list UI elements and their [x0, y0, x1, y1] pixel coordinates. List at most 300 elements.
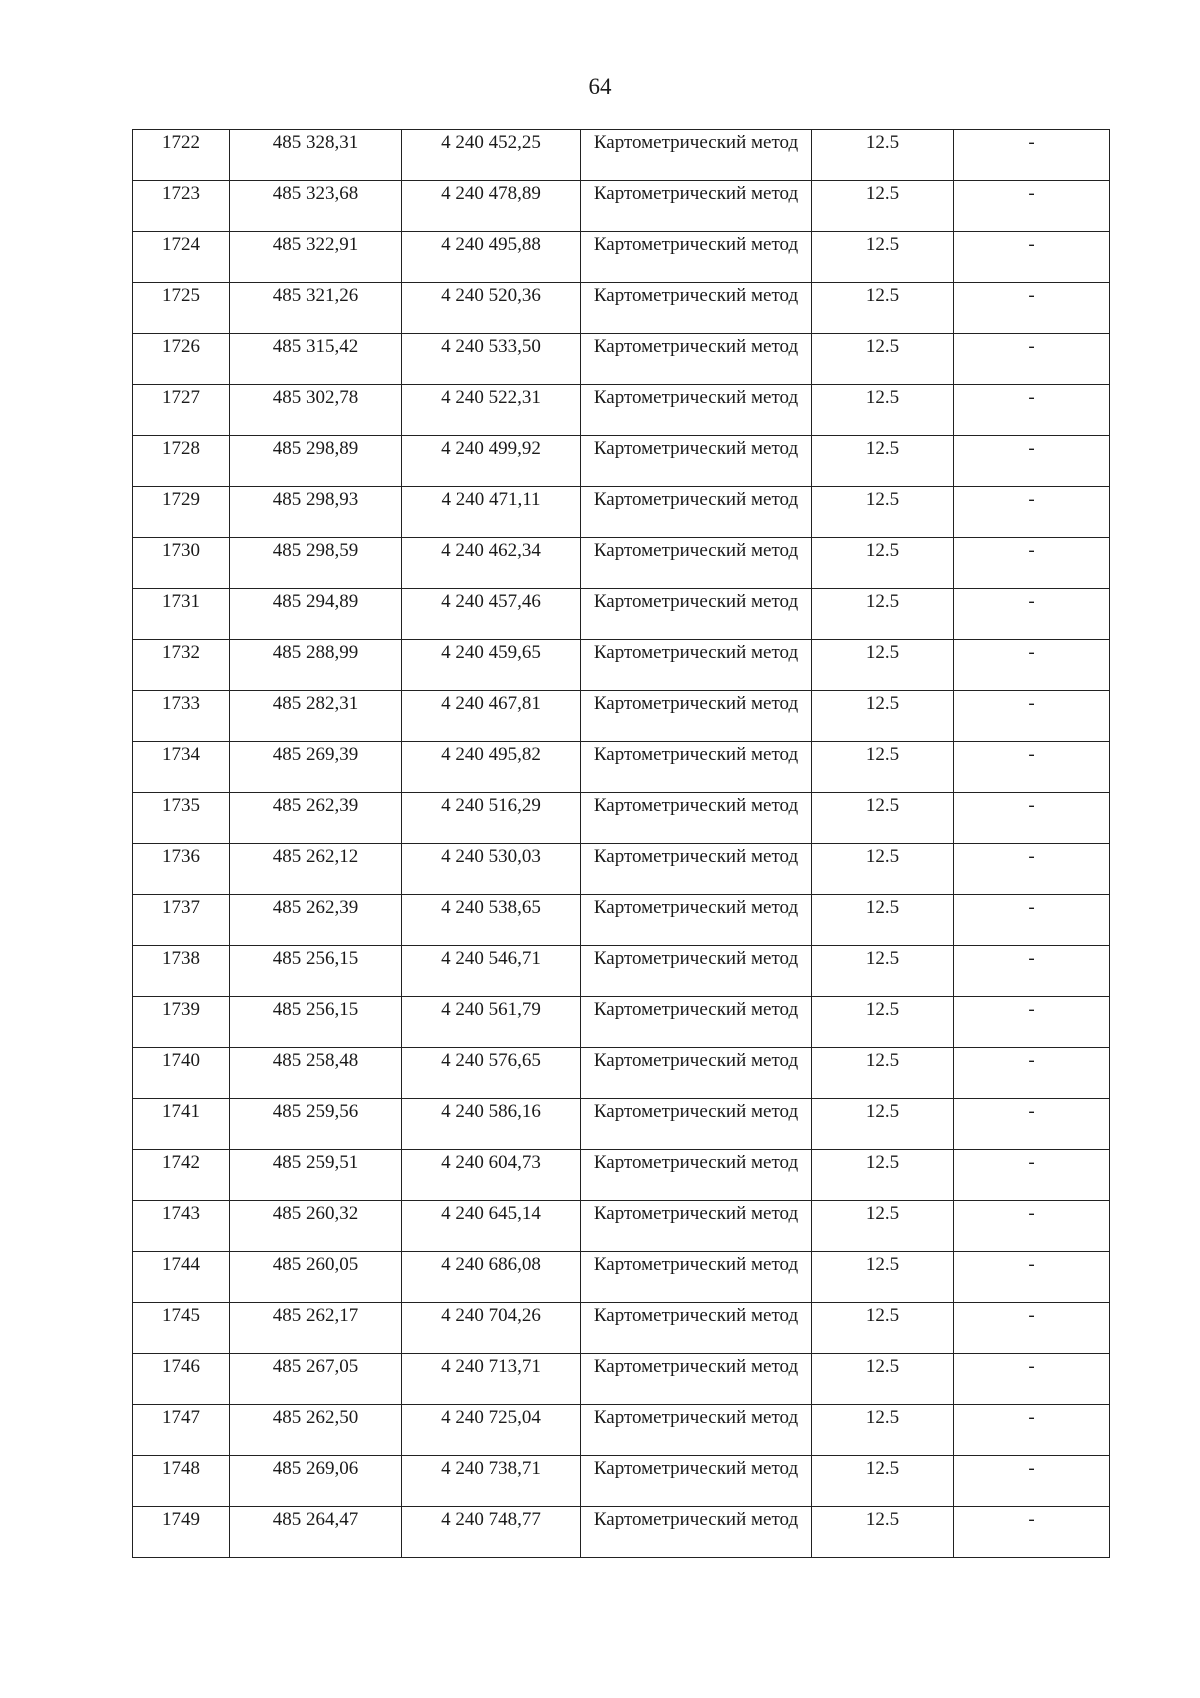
precision-cell-text: 12.5 [865, 744, 900, 765]
x-coordinate-cell-text: 485 259,51 [272, 1152, 359, 1173]
point-number-cell [133, 181, 230, 232]
y-coordinate-cell [402, 895, 581, 946]
note-cell [954, 589, 1110, 640]
x-coordinate-cell-text: 485 322,91 [272, 234, 359, 255]
precision-cell-text: 12.5 [865, 897, 900, 918]
point-number-cell-text: 1740 [162, 1050, 200, 1071]
note-cell [954, 283, 1110, 334]
x-coordinate-cell-text: 485 262,39 [272, 795, 359, 816]
point-number-cell-text: 1726 [162, 336, 200, 357]
x-coordinate-cell [230, 436, 402, 487]
note-cell-text: - [1028, 846, 1035, 867]
y-coordinate-cell-text: 4 240 471,11 [441, 489, 541, 510]
note-cell-text: - [1028, 336, 1035, 357]
method-cell-text: Картометрический метод [593, 795, 799, 816]
x-coordinate-cell-text: 485 260,05 [272, 1254, 359, 1275]
y-coordinate-cell-text: 4 240 738,71 [441, 1458, 541, 1479]
point-number-cell [133, 436, 230, 487]
method-cell [581, 742, 812, 793]
precision-cell-text: 12.5 [865, 1509, 900, 1530]
note-cell-text: - [1028, 1509, 1035, 1530]
y-coordinate-cell [402, 793, 581, 844]
method-cell-text: Картометрический метод [593, 1458, 799, 1479]
precision-cell [812, 334, 954, 385]
note-cell [954, 895, 1110, 946]
precision-cell [812, 589, 954, 640]
point-number-cell [133, 1405, 230, 1456]
y-coordinate-cell-text: 4 240 530,03 [441, 846, 541, 867]
x-coordinate-cell-text: 485 269,06 [272, 1458, 359, 1479]
note-cell-text: - [1028, 1305, 1035, 1326]
precision-cell-text: 12.5 [865, 285, 900, 306]
x-coordinate-cell-text: 485 298,89 [272, 438, 359, 459]
point-number-cell [133, 232, 230, 283]
note-cell-text: - [1028, 183, 1035, 204]
table-row [133, 487, 1110, 538]
y-coordinate-cell-text: 4 240 604,73 [441, 1152, 541, 1173]
x-coordinate-cell-text: 485 256,15 [272, 999, 359, 1020]
table-row [133, 1303, 1110, 1354]
precision-cell-text: 12.5 [865, 1407, 900, 1428]
table-row [133, 844, 1110, 895]
point-number-cell [133, 1252, 230, 1303]
note-cell [954, 487, 1110, 538]
table-row [133, 1048, 1110, 1099]
precision-cell-text: 12.5 [865, 846, 900, 867]
y-coordinate-cell [402, 997, 581, 1048]
y-coordinate-cell [402, 436, 581, 487]
note-cell-text: - [1028, 1407, 1035, 1428]
method-cell [581, 283, 812, 334]
note-cell [954, 538, 1110, 589]
precision-cell-text: 12.5 [865, 387, 900, 408]
x-coordinate-cell [230, 844, 402, 895]
method-cell [581, 1507, 812, 1558]
precision-cell-text: 12.5 [865, 336, 900, 357]
point-number-cell [133, 946, 230, 997]
note-cell [954, 997, 1110, 1048]
precision-cell [812, 385, 954, 436]
x-coordinate-cell [230, 1456, 402, 1507]
point-number-cell-text: 1735 [162, 795, 200, 816]
point-number-cell-text: 1743 [162, 1203, 200, 1224]
table-row [133, 283, 1110, 334]
point-number-cell [133, 1507, 230, 1558]
y-coordinate-cell-text: 4 240 538,65 [441, 897, 541, 918]
precision-cell [812, 1201, 954, 1252]
point-number-cell-text: 1739 [162, 999, 200, 1020]
table-row [133, 181, 1110, 232]
note-cell [954, 1201, 1110, 1252]
point-number-cell-text: 1730 [162, 540, 200, 561]
coordinates-table-body [133, 130, 1110, 1558]
note-cell [954, 1354, 1110, 1405]
method-cell-text: Картометрический метод [593, 234, 799, 255]
y-coordinate-cell [402, 334, 581, 385]
x-coordinate-cell [230, 946, 402, 997]
note-cell-text: - [1028, 132, 1035, 153]
method-cell-text: Картометрический метод [593, 846, 799, 867]
x-coordinate-cell [230, 232, 402, 283]
point-number-cell [133, 691, 230, 742]
point-number-cell [133, 130, 230, 181]
precision-cell [812, 538, 954, 589]
point-number-cell-text: 1742 [162, 1152, 200, 1173]
y-coordinate-cell [402, 232, 581, 283]
precision-cell-text: 12.5 [865, 489, 900, 510]
y-coordinate-cell [402, 130, 581, 181]
note-cell-text: - [1028, 1203, 1035, 1224]
note-cell-text: - [1028, 1152, 1035, 1173]
point-number-cell-text: 1723 [162, 183, 200, 204]
y-coordinate-cell-text: 4 240 748,77 [441, 1509, 541, 1530]
method-cell [581, 1201, 812, 1252]
method-cell-text: Картометрический метод [593, 1152, 799, 1173]
point-number-cell-text: 1724 [162, 234, 200, 255]
x-coordinate-cell [230, 640, 402, 691]
table-row [133, 640, 1110, 691]
point-number-cell [133, 589, 230, 640]
x-coordinate-cell [230, 1048, 402, 1099]
point-number-cell [133, 283, 230, 334]
note-cell [954, 1405, 1110, 1456]
table-row [133, 1405, 1110, 1456]
y-coordinate-cell [402, 691, 581, 742]
point-number-cell [133, 1150, 230, 1201]
point-number-cell-text: 1744 [162, 1254, 200, 1275]
x-coordinate-cell-text: 485 298,93 [272, 489, 359, 510]
precision-cell-text: 12.5 [865, 1458, 900, 1479]
x-coordinate-cell [230, 1354, 402, 1405]
method-cell-text: Картометрический метод [593, 1407, 799, 1428]
method-cell-text: Картометрический метод [593, 1101, 799, 1122]
x-coordinate-cell-text: 485 262,12 [272, 846, 359, 867]
method-cell [581, 436, 812, 487]
method-cell [581, 1048, 812, 1099]
y-coordinate-cell [402, 1456, 581, 1507]
x-coordinate-cell-text: 485 269,39 [272, 744, 359, 765]
y-coordinate-cell-text: 4 240 516,29 [441, 795, 541, 816]
point-number-cell-text: 1749 [162, 1509, 200, 1530]
x-coordinate-cell-text: 485 298,59 [272, 540, 359, 561]
point-number-cell-text: 1737 [162, 897, 200, 918]
method-cell-text: Картометрический метод [593, 285, 799, 306]
x-coordinate-cell [230, 589, 402, 640]
note-cell [954, 1303, 1110, 1354]
table-row [133, 1252, 1110, 1303]
y-coordinate-cell [402, 589, 581, 640]
x-coordinate-cell-text: 485 262,17 [272, 1305, 359, 1326]
note-cell-text: - [1028, 693, 1035, 714]
point-number-cell-text: 1745 [162, 1305, 200, 1326]
precision-cell-text: 12.5 [865, 234, 900, 255]
point-number-cell [133, 742, 230, 793]
table-row [133, 232, 1110, 283]
point-number-cell [133, 487, 230, 538]
precision-cell [812, 895, 954, 946]
x-coordinate-cell-text: 485 264,47 [272, 1509, 359, 1530]
precision-cell [812, 1303, 954, 1354]
precision-cell [812, 1507, 954, 1558]
table-row [133, 895, 1110, 946]
method-cell-text: Картометрический метод [593, 591, 799, 612]
point-number-cell-text: 1731 [162, 591, 200, 612]
method-cell-text: Картометрический метод [593, 948, 799, 969]
method-cell [581, 997, 812, 1048]
y-coordinate-cell-text: 4 240 467,81 [441, 693, 541, 714]
table-row [133, 1201, 1110, 1252]
method-cell [581, 181, 812, 232]
note-cell-text: - [1028, 999, 1035, 1020]
table-row [133, 691, 1110, 742]
note-cell [954, 1099, 1110, 1150]
y-coordinate-cell-text: 4 240 725,04 [441, 1407, 541, 1428]
x-coordinate-cell [230, 334, 402, 385]
point-number-cell [133, 538, 230, 589]
x-coordinate-cell-text: 485 294,89 [272, 591, 359, 612]
method-cell-text: Картометрический метод [593, 744, 799, 765]
note-cell-text: - [1028, 795, 1035, 816]
y-coordinate-cell [402, 1150, 581, 1201]
y-coordinate-cell [402, 1099, 581, 1150]
precision-cell [812, 232, 954, 283]
method-cell [581, 844, 812, 895]
method-cell [581, 334, 812, 385]
method-cell-text: Картометрический метод [593, 336, 799, 357]
method-cell [581, 232, 812, 283]
point-number-cell-text: 1738 [162, 948, 200, 969]
method-cell-text: Картометрический метод [593, 1509, 799, 1530]
table-row [133, 1099, 1110, 1150]
method-cell [581, 538, 812, 589]
precision-cell-text: 12.5 [865, 1050, 900, 1071]
point-number-cell [133, 895, 230, 946]
note-cell [954, 1507, 1110, 1558]
precision-cell [812, 436, 954, 487]
point-number-cell-text: 1732 [162, 642, 200, 663]
note-cell-text: - [1028, 1458, 1035, 1479]
point-number-cell [133, 1303, 230, 1354]
y-coordinate-cell [402, 946, 581, 997]
precision-cell [812, 793, 954, 844]
method-cell-text: Картометрический метод [593, 438, 799, 459]
x-coordinate-cell-text: 485 256,15 [272, 948, 359, 969]
point-number-cell [133, 1456, 230, 1507]
x-coordinate-cell-text: 485 258,48 [272, 1050, 359, 1071]
y-coordinate-cell-text: 4 240 533,50 [441, 336, 541, 357]
x-coordinate-cell-text: 485 267,05 [272, 1356, 359, 1377]
table-row [133, 1354, 1110, 1405]
point-number-cell-text: 1741 [162, 1101, 200, 1122]
method-cell-text: Картометрический метод [593, 897, 799, 918]
precision-cell [812, 1456, 954, 1507]
table-row [133, 946, 1110, 997]
precision-cell-text: 12.5 [865, 1152, 900, 1173]
point-number-cell [133, 1201, 230, 1252]
x-coordinate-cell [230, 487, 402, 538]
note-cell [954, 1456, 1110, 1507]
x-coordinate-cell [230, 997, 402, 1048]
y-coordinate-cell [402, 1201, 581, 1252]
point-number-cell [133, 1354, 230, 1405]
note-cell-text: - [1028, 285, 1035, 306]
method-cell-text: Картометрический метод [593, 387, 799, 408]
precision-cell-text: 12.5 [865, 948, 900, 969]
y-coordinate-cell [402, 283, 581, 334]
note-cell [954, 1252, 1110, 1303]
y-coordinate-cell [402, 538, 581, 589]
note-cell-text: - [1028, 1101, 1035, 1122]
method-cell-text: Картометрический метод [593, 693, 799, 714]
point-number-cell-text: 1747 [162, 1407, 200, 1428]
point-number-cell-text: 1746 [162, 1356, 200, 1377]
point-number-cell [133, 844, 230, 895]
note-cell-text: - [1028, 387, 1035, 408]
table-row [133, 589, 1110, 640]
x-coordinate-cell-text: 485 260,32 [272, 1203, 359, 1224]
y-coordinate-cell-text: 4 240 645,14 [441, 1203, 541, 1224]
x-coordinate-cell [230, 691, 402, 742]
y-coordinate-cell-text: 4 240 452,25 [441, 132, 541, 153]
precision-cell [812, 844, 954, 895]
y-coordinate-cell-text: 4 240 459,65 [441, 642, 541, 663]
y-coordinate-cell-text: 4 240 686,08 [441, 1254, 541, 1275]
precision-cell [812, 1354, 954, 1405]
x-coordinate-cell [230, 538, 402, 589]
method-cell [581, 130, 812, 181]
table-row [133, 1456, 1110, 1507]
precision-cell [812, 946, 954, 997]
note-cell-text: - [1028, 591, 1035, 612]
note-cell-text: - [1028, 948, 1035, 969]
point-number-cell [133, 1099, 230, 1150]
y-coordinate-cell-text: 4 240 546,71 [441, 948, 541, 969]
table-row [133, 997, 1110, 1048]
note-cell-text: - [1028, 1050, 1035, 1071]
note-cell [954, 385, 1110, 436]
table-row [133, 334, 1110, 385]
y-coordinate-cell-text: 4 240 561,79 [441, 999, 541, 1020]
y-coordinate-cell-text: 4 240 478,89 [441, 183, 541, 204]
method-cell-text: Картометрический метод [593, 999, 799, 1020]
precision-cell [812, 1252, 954, 1303]
point-number-cell-text: 1725 [162, 285, 200, 306]
table-row [133, 538, 1110, 589]
note-cell [954, 181, 1110, 232]
x-coordinate-cell [230, 130, 402, 181]
note-cell-text: - [1028, 897, 1035, 918]
method-cell-text: Картометрический метод [593, 1254, 799, 1275]
y-coordinate-cell [402, 1507, 581, 1558]
point-number-cell-text: 1722 [162, 132, 200, 153]
x-coordinate-cell-text: 485 302,78 [272, 387, 359, 408]
precision-cell-text: 12.5 [865, 1101, 900, 1122]
method-cell [581, 1405, 812, 1456]
precision-cell-text: 12.5 [865, 642, 900, 663]
note-cell-text: - [1028, 1254, 1035, 1275]
precision-cell-text: 12.5 [865, 183, 900, 204]
y-coordinate-cell-text: 4 240 522,31 [441, 387, 541, 408]
note-cell [954, 844, 1110, 895]
method-cell-text: Картометрический метод [593, 540, 799, 561]
note-cell [954, 1150, 1110, 1201]
x-coordinate-cell-text: 485 282,31 [272, 693, 359, 714]
note-cell-text: - [1028, 1356, 1035, 1377]
y-coordinate-cell-text: 4 240 495,88 [441, 234, 541, 255]
y-coordinate-cell [402, 742, 581, 793]
x-coordinate-cell-text: 485 328,31 [272, 132, 359, 153]
point-number-cell-text: 1733 [162, 693, 200, 714]
x-coordinate-cell [230, 1507, 402, 1558]
y-coordinate-cell-text: 4 240 457,46 [441, 591, 541, 612]
precision-cell-text: 12.5 [865, 693, 900, 714]
x-coordinate-cell [230, 283, 402, 334]
point-number-cell [133, 793, 230, 844]
coordinates-table [132, 129, 1110, 1558]
precision-cell-text: 12.5 [865, 438, 900, 459]
x-coordinate-cell [230, 1303, 402, 1354]
x-coordinate-cell-text: 485 323,68 [272, 183, 359, 204]
precision-cell [812, 181, 954, 232]
precision-cell [812, 1150, 954, 1201]
note-cell [954, 691, 1110, 742]
point-number-cell-text: 1729 [162, 489, 200, 510]
method-cell-text: Картометрический метод [593, 183, 799, 204]
y-coordinate-cell-text: 4 240 713,71 [441, 1356, 541, 1377]
method-cell [581, 1099, 812, 1150]
precision-cell [812, 742, 954, 793]
table-row [133, 793, 1110, 844]
x-coordinate-cell [230, 1201, 402, 1252]
method-cell [581, 640, 812, 691]
note-cell-text: - [1028, 438, 1035, 459]
x-coordinate-cell [230, 1150, 402, 1201]
method-cell [581, 946, 812, 997]
precision-cell [812, 1048, 954, 1099]
note-cell-text: - [1028, 744, 1035, 765]
note-cell [954, 232, 1110, 283]
method-cell-text: Картометрический метод [593, 1203, 799, 1224]
method-cell [581, 487, 812, 538]
precision-cell-text: 12.5 [865, 1203, 900, 1224]
x-coordinate-cell [230, 1099, 402, 1150]
precision-cell-text: 12.5 [865, 999, 900, 1020]
y-coordinate-cell-text: 4 240 495,82 [441, 744, 541, 765]
precision-cell [812, 691, 954, 742]
x-coordinate-cell-text: 485 288,99 [272, 642, 359, 663]
y-coordinate-cell [402, 181, 581, 232]
point-number-cell [133, 1048, 230, 1099]
precision-cell [812, 487, 954, 538]
y-coordinate-cell [402, 385, 581, 436]
precision-cell [812, 997, 954, 1048]
y-coordinate-cell [402, 640, 581, 691]
point-number-cell-text: 1748 [162, 1458, 200, 1479]
x-coordinate-cell [230, 793, 402, 844]
note-cell [954, 640, 1110, 691]
point-number-cell [133, 640, 230, 691]
x-coordinate-cell [230, 1252, 402, 1303]
x-coordinate-cell-text: 485 262,50 [272, 1407, 359, 1428]
precision-cell-text: 12.5 [865, 795, 900, 816]
x-coordinate-cell [230, 385, 402, 436]
point-number-cell [133, 334, 230, 385]
method-cell [581, 1252, 812, 1303]
table-row [133, 385, 1110, 436]
precision-cell-text: 12.5 [865, 540, 900, 561]
point-number-cell-text: 1728 [162, 438, 200, 459]
precision-cell-text: 12.5 [865, 132, 900, 153]
